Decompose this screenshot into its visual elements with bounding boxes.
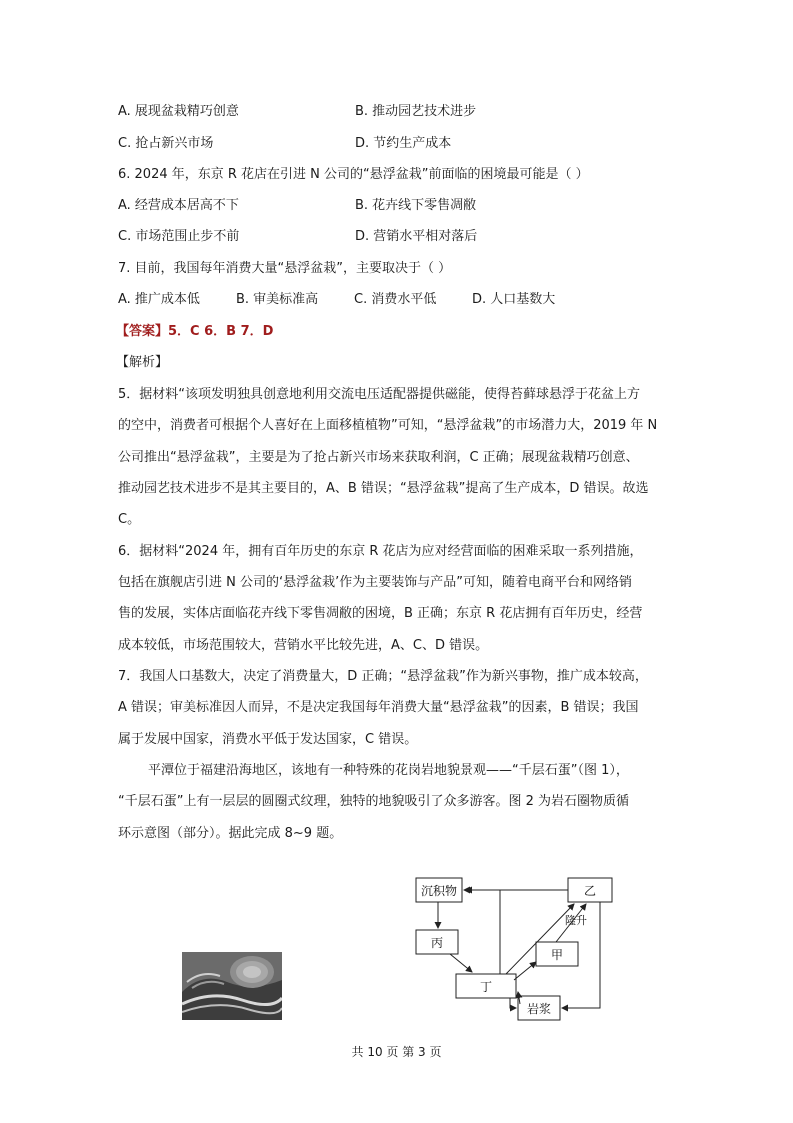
material-line: 环示意图（部分）。据此完成 8~9 题。 [118, 826, 343, 841]
explain5-line: 的空中，消费者可根据个人喜好在上面移植植物”可知，“悬浮盆栽”的市场潜力大，2019 年 N [118, 418, 658, 433]
q6-option-c: C. 市场范围止步不前 [118, 229, 240, 244]
q5-option-a: A. 展现盆栽精巧创意 [118, 104, 239, 119]
q7-option-b: B. 审美标准高 [236, 292, 319, 307]
answer-label: 【答案】 [116, 324, 169, 339]
explain5-line: 公司推出“悬浮盆栽”，主要是为了抢占新兴市场来获取利润，C 正确；展现盆栽精巧创意、 [118, 450, 639, 465]
q7-option-d: D. 人口基数大 [472, 292, 556, 307]
explain6-line: 包括在旗舰店引进 N 公司的‘悬浮盆栽’作为主要装饰与产品”可知，随着电商平台和网络销 [118, 575, 632, 590]
q6-option-a: A. 经营成本居高不下 [118, 198, 239, 213]
explain7-line: 7．我国人口基数大，决定了消费量大，D 正确；“悬浮盆栽”作为新兴事物，推广成本较高， [118, 669, 648, 684]
ding-label: 丁 [479, 980, 493, 994]
q7-option-a: A. 推广成本低 [118, 292, 200, 307]
q5-option-b: B. 推动园艺技术进步 [355, 104, 477, 119]
answer-line [116, 324, 273, 340]
q6-option-d: D. 营销水平相对落后 [355, 229, 478, 244]
sediment-label: 沉积物 [420, 884, 458, 898]
magma-label: 岩浆 [526, 1002, 552, 1016]
q5-option-d: D. 节约生产成本 [355, 136, 452, 151]
uplift-label: 隆升 [565, 914, 587, 927]
explain6-line: 售的发展，实体店面临花卉线下零售凋敝的困境，B 正确；东京 R 花店拥有百年历史，经营 [118, 606, 643, 621]
granite-photo [182, 952, 282, 1020]
jia-label: 甲 [550, 948, 564, 962]
bing-label: 丙 [430, 936, 444, 950]
explain7-line: A 错误；审美标准因人而异，不是决定我国每年消费大量“悬浮盆栽”的因素，B 错误；我国 [118, 700, 639, 715]
explain7-line: 属于发展中国家，消费水平低于发达国家，C 错误。 [118, 732, 418, 747]
rock-cycle-diagram [410, 866, 620, 1026]
material-line: 平潭位于福建沿海地区，该地有一种特殊的花岗岩地貌景观——“千层石蛋”（图 1）， [148, 763, 629, 778]
q6-stem: 6. 2024 年，东京 R 花店在引进 N 公司的“悬浮盆栽”前面临的困境最可能是（ ） [118, 167, 589, 182]
material-line: “千层石蛋”上有一层层的圆圈式纹理，独特的地貌吸引了众多游客。图 2 为岩石圈物质循 [118, 794, 630, 809]
q6-option-b: B. 花卉线下零售凋敝 [355, 198, 477, 213]
q7-stem: 7. 目前，我国每年消费大量“悬浮盆栽”，主要取决于（ ） [118, 261, 452, 276]
q7-option-c: C. 消费水平低 [354, 292, 437, 307]
yi-label: 乙 [583, 884, 597, 898]
explain5-line: 推动园艺技术进步不是其主要目的，A、B 错误；“悬浮盆栽”提高了生产成本，D 错误。故选 [118, 481, 649, 496]
explain6-line: 6．据材料“2024 年，拥有百年历史的东京 R 花店为应对经营面临的困难采取一系列措施， [118, 544, 643, 559]
page-footer: 共 10 页 第 3 页 [351, 1045, 442, 1059]
explain6-line: 成本较低，市场范围较大，营销水平比较先进，A、C、D 错误。 [118, 638, 489, 653]
explain5-line: C。 [118, 512, 141, 527]
analysis-label: 【解析】 [116, 355, 169, 370]
explain5-line: 5．据材料“该项发明独具创意地利用交流电压适配器提供磁能，使得苔藓球悬浮于花盆上方 [118, 387, 641, 402]
q5-option-c: C. 抢占新兴市场 [118, 136, 214, 151]
answer-values: 5．C 6．B 7．D [168, 324, 274, 339]
